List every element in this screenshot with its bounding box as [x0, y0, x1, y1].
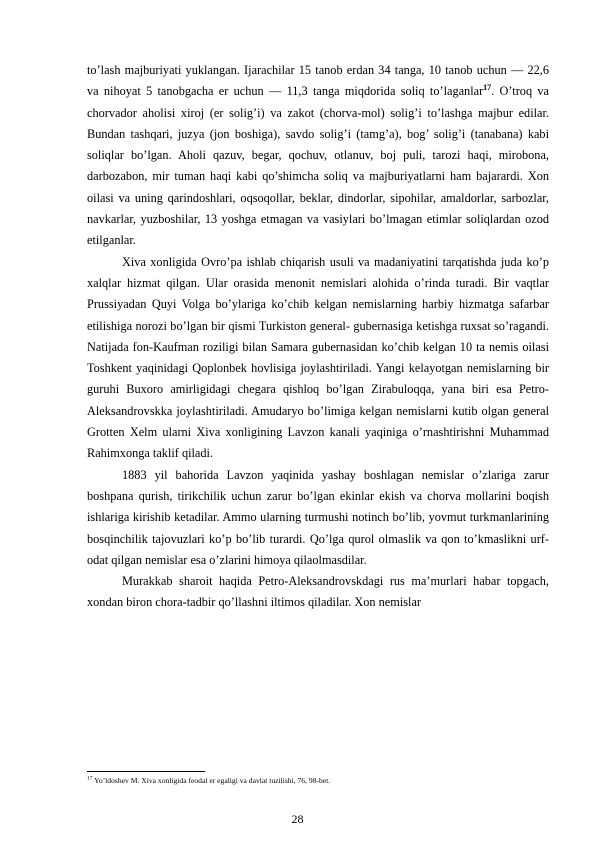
paragraph-2: Xiva xonligida Ovro’pa ishlab chiqarish usuli va madaniyatini tarqatishda juda ko’p xalqlar hizmat qilgan. Ular orasida menonit nemislari alohida o’rinda turadi. Bir vaqtlar Prussiyadan Quyi Volga bo’ylariga ko’chib kelgan nemislarning harbiy hizmatga safarbar etilishiga norozi bo’lgan bir qismi Turkiston general- gubernasiga ketishga ruxsat so’ragandi. Natijada fon-Kaufman roziligi bilan Samara gubernasidan ko’chib kelgan 10 ta nemis oilasi Toshkent yaqinidagi Qoplonbek hovlisiga joylashtiriladi. Yangi kelayotgan nemislarning bir guruhi Buxoro amirligidagi chegara qishloq bo’lgan Zirabuloqqa, yana biri esa Petro- Aleksandrovskka joylashtiriladi. Amudaryo bo’limiga kelgan nemislarni kutib olgan general Grotten Xelm ularni Xiva xonligining Lavzon kanali yaqiniga o’rnashtirishni Muhammad Rahimxonga taklif qiladi.: [87, 254, 549, 461]
footnote-text: Yo’ldoshev M. Xiva xonligida feodal er egaligi va davlat tuzilishi, 76, 98-bet.: [94, 776, 331, 785]
paragraph-1: [87, 60, 549, 252]
page-number: 28: [291, 812, 304, 826]
paragraph-3: 1883 yil bahorida Lavzon yaqinida yashay boshlagan nemislar o’zlariga zarur boshpana qurish, tirikchilik uchun zarur bo’lgan ekinlar ekish va chorva mollarini boqish ishlariga kirishib ketadilar. Ammo ularning turmushi notinch bo’lib, yovmut turkmanlarining bosqinchilik tajovuzlari ko’p bo’lib turardi. Qo’lga qurol olmaslik va qon to’kmaslikni urf-odat qilgan nemislar esa o’zlarini himoya qilaolmasdilar.: [87, 467, 549, 567]
footnote-reference[interactable]: 17: [483, 83, 492, 93]
paragraph-4: Murakkab sharoit haqida Petro-Aleksandrovskdagi rus ma’murlari habar topgach, xondan biron chora-tadbir qo’llashni iltimos qiladilar. Xon nemislar: [87, 574, 549, 610]
body-text: [87, 60, 549, 614]
paragraph-text: to’lash majburiyati yuklangan. Ijarachilar 15 tanob erdan 34 tanga, 10 tanob uchun — 22,6 va nihoyat 5 tanobgacha er uchun — 11,3 tanga miqdorida soliq to’laganlar: [87, 63, 549, 99]
paragraph-text: . O’troq va chorvador aholisi xiroj (er solig’i) va zakot (chorva-mol) solig’i to’lashga majbur edilar. Bundan tashqari, juzya (jon boshiga), savdo solig’i (tamg’a), bog’ solig’i (tanabana) kabi soliqlar bo’lgan. Aholi qazuv, begar, qochuv, otlanuv, boj puli, tarozi haqi, mirobona, darbozabon, mir tuman haqi kabi qo’shimcha soliq va majburiyatlarni ham bajarardi. Xon oilasi va uning qarindoshlari, oqsoqollar, beklar, dindorlar, sipohilar, amaldorlar, sarbozlar, navkarlar, yuzboshilar, 13 yoshga etmagan va vasiylari bo’lmagan etimlar soliqlardan ozod etilganlar.: [87, 84, 549, 248]
footnote-number: 17: [87, 775, 93, 782]
footnote: [87, 775, 549, 786]
footnote-divider: [87, 771, 205, 772]
